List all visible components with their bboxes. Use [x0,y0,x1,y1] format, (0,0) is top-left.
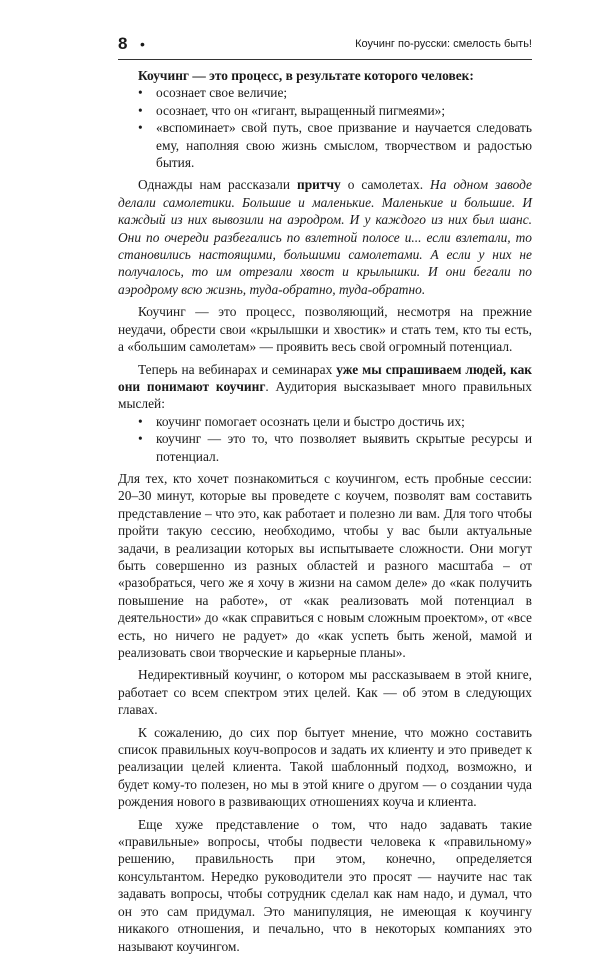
webinar-paragraph [118,361,532,413]
parable-keyword: притчу [297,177,341,193]
webinar-intro: Теперь на вебинарах и семинарах [138,361,337,377]
running-title: Коучинг по-русски: смелость быть! [355,38,532,50]
webinar-end: . Аудитория высказывает много правильных мыслей: [118,378,532,412]
myth-paragraph: К сожалению, до сих пор бытует мнение, что можно составить список правильных коуч-вопросов и задать их клиенту и это приведет к реализации целей клиента. Такой шаблонный подход, возможно, и будет кому-то полезен, но мы в этой книге о другом — о создании чуда рождения нового в развивающих отношениях коуча и клиента. [118,724,532,810]
list-item: • коучинг — это то, что позволяет выявить скрытые ресурсы и потенциал. [118,430,532,465]
page-header [118,34,532,54]
audience-list [118,413,532,465]
parable-intro-end: о самолетах. [340,177,431,193]
process-paragraph: Коучинг — это процесс, позволяющий, несмотря на прежние неудачи, обрести свои «крылышки и хвостик» и стать тем, кто ты есть, а «большим самолетам» — проявить весь свой огромный потенциал. [118,304,532,355]
list-item: • осознает, что он «гигант, выращенный пигмеями»; [118,102,532,119]
definition-heading: Коучинг — это процесс, в результате которого человек: [138,68,474,83]
definition-list [118,84,532,171]
list-item: • осознает свое величие; [118,84,532,101]
page-body [118,67,532,955]
list-item: • «вспоминает» свой путь, свое призвание и научается следовать ему, наполняя свою жизнь смыслом, творчеством и радостью бытия. [118,119,532,171]
parable-paragraph [118,176,532,298]
header-rule [118,59,532,60]
worse-paragraph: Еще хуже представление о том, что надо задавать такие «правильные» вопросы, чтобы подвести человека к «правильному» решению, правильность при этом, конечно, определяется консультантом. Нередко руководители это просят — научите нас так задавать вопросы, чтобы сотрудник сделал как нам надо, и думал, что он это сам придумал. Это манипуляция, не имеющая к коучингу никакого отношения, и печально, что в некоторых компаниях это называют коучингом. [118,816,532,954]
webinar-bold: уже мы спрашиваем людей, как они понимают коучинг [118,361,532,394]
page-number: 8 [118,34,128,53]
header-separator: • [140,36,145,52]
parable-intro: Однажды нам рассказали [138,177,297,193]
trial-paragraph: Для тех, кто хочет познакомиться с коучингом, есть пробные сессии: 20–30 минут, которые вы проведете с коучем, позволят вам составить представление – что это, как работает и полезно ли вам. Для того чтобы пройти такую сессию, необходимо, чтобы у вас были актуальные задачи, в реализации которых вы испытываете сложности. Они могут быть совершенно из разных областей и разного масштаба – от «разобраться, чего же я хочу в жизни на самом деле» до «как получить повышение на работе», от «как реализовать мой потенциал в деятельности» до «как справиться с новым сложным проектом», от «все есть, но ничего не радует» до «как успеть быть женой, мамой и реализовать свои творческие и карьерные планы». [118,470,532,660]
parable-text: На одном заводе делали самолетики. Большие и маленькие. Маленькие и большие. И каждый из них вывозили на аэродром. И у каждого из них был шанс. Они по очереди разбегались по взлетной полосе и... если взлетали, то становились настоящими, большими самолетами. А если у них не получалось, то им отрезали хвост и крылышки. И они бегали по аэродрому всю жизнь, туда-обратно, туда-обратно. [118,177,532,297]
list-item: • коучинг помогает осознать цели и быстро достичь их; [118,413,532,430]
nondirective-paragraph: Недирективный коучинг, о котором мы рассказываем в этой книге, работает со всем спектром этих целей. Как — об этом в следующих главах. [118,667,532,718]
